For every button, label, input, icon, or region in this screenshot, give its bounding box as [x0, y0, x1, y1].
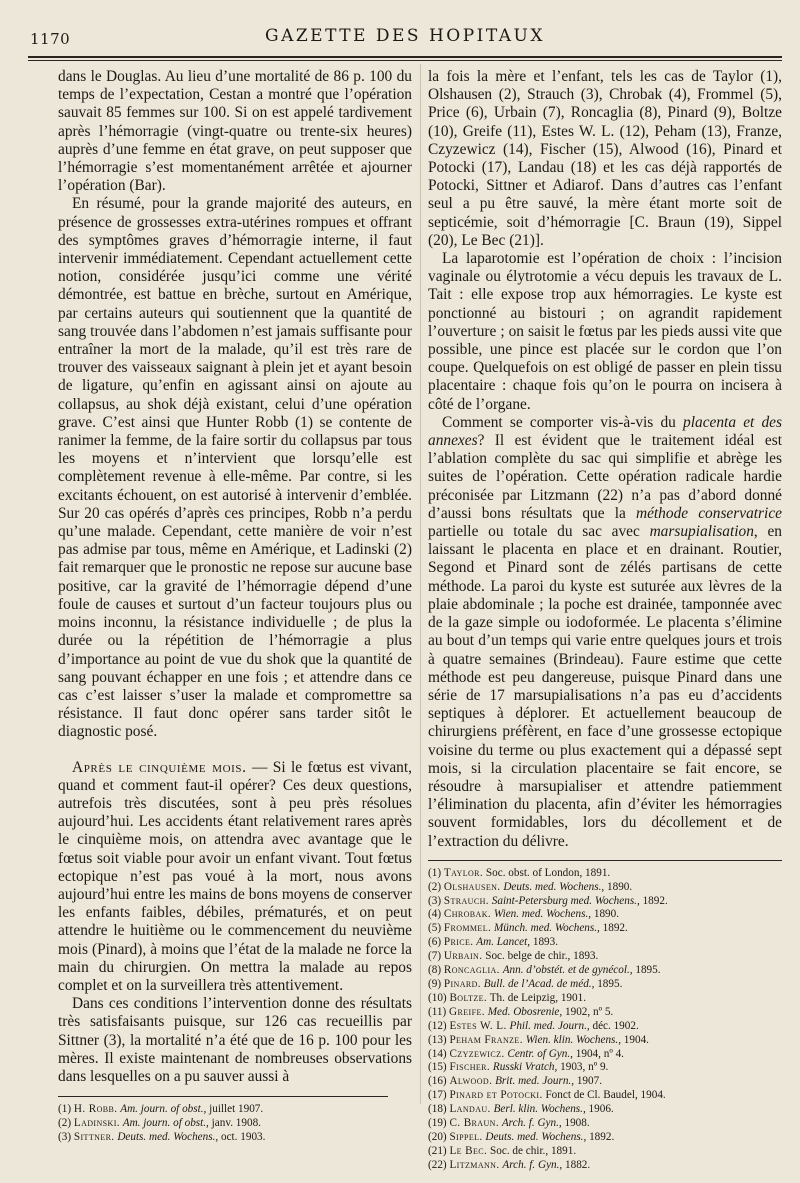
- footnote-author: Peham Franze.: [449, 1033, 523, 1046]
- section-heading: Après le cinquième mois.: [72, 758, 247, 776]
- body-paragraph: dans le Douglas. Au lieu d’une mortalité de 86 p. 100 du temps de l’expectation, Cestan a montré que l’opération sauvait 85 femmes sur 100. Si on est appelé tardivement après l’hémorragie (vingt-quatre ou trente-six heures) auprès d’une femme en état grave, on peut supposer que l’hémorragie s’est momentanément arrêtée et ajourner l’opération (Bar).: [58, 68, 412, 195]
- footnote-source: Arch. f. Gyn.,: [501, 1117, 562, 1130]
- footnote-source: Ann. d’obstét. et de gynécol.,: [502, 964, 633, 977]
- footnote-rest: 1904.: [621, 1033, 649, 1046]
- footnote-number: (1): [58, 1103, 72, 1116]
- footnote-rule: [428, 860, 782, 861]
- footnote: [428, 950, 782, 964]
- column-divider: [420, 64, 421, 1104]
- footnote-author: Taylor.: [443, 866, 484, 879]
- footnote-number: (13): [428, 1033, 447, 1046]
- footnote-author: Ladinski.: [73, 1117, 120, 1130]
- footnote-number: (3): [58, 1130, 72, 1143]
- footnote-number: (20): [428, 1130, 447, 1143]
- footnote-number: (7): [428, 950, 442, 963]
- footnote-source: Russki Vratch,: [492, 1061, 558, 1074]
- footnote: [58, 1117, 412, 1131]
- journal-title: GAZETTE DES HOPITAUX: [264, 26, 545, 46]
- footnote-number: (15): [428, 1061, 447, 1074]
- footnote: [428, 1075, 782, 1089]
- footnote-author: Frommel.: [443, 922, 492, 935]
- footnote-author: Chrobak.: [443, 908, 492, 921]
- footnote-author: Estes W. L.: [449, 1019, 507, 1032]
- text-run: partielle ou totale du sac avec: [428, 523, 650, 541]
- footnote: [428, 1103, 782, 1117]
- footnote: [428, 1006, 782, 1020]
- footnote-rest: Fonct de Cl. Baudel, 1904.: [545, 1089, 666, 1102]
- footnote: [428, 1048, 782, 1062]
- footnote-rest: 1882.: [562, 1158, 591, 1171]
- footnote: [428, 1089, 782, 1103]
- footnote-author: Fischer.: [449, 1061, 491, 1074]
- footnote-author: Roncaglia.: [443, 964, 500, 977]
- page-header: [28, 22, 782, 50]
- footnote-number: (8): [428, 964, 442, 977]
- footnote-author: Price.: [443, 936, 474, 949]
- footnote-source: Am. Lancet,: [476, 936, 531, 949]
- section-paragraph: [58, 759, 412, 996]
- footnote: [428, 1117, 782, 1131]
- footnote-source: Arch. f. Gyn.,: [502, 1158, 563, 1171]
- footnote-rest: Soc. de chir., 1891.: [490, 1144, 577, 1157]
- footnote: [428, 895, 782, 909]
- footnote: [428, 1145, 782, 1159]
- footnote: [428, 978, 782, 992]
- footnote-author: Sippel.: [449, 1130, 483, 1143]
- footnote-rest: janv. 1908.: [208, 1117, 261, 1130]
- footnote-rest: 1903, nº 9.: [557, 1061, 609, 1074]
- footnote-source: Bull. de l’Acad. de méd.,: [483, 977, 595, 990]
- footnote-rest: déc. 1902.: [589, 1019, 639, 1032]
- footnote-rest: 1906.: [585, 1103, 614, 1116]
- footnote-number: (19): [428, 1117, 447, 1130]
- footnote-rest: 1895.: [594, 977, 623, 990]
- footnote-author: Olshausen.: [443, 880, 501, 893]
- footnote-author: Boltze.: [449, 991, 488, 1004]
- footnote-source: Wien. klin. Wochens.,: [525, 1033, 621, 1046]
- footnote-author: Pinard et Potocki.: [449, 1089, 543, 1102]
- body-paragraph: [428, 414, 782, 851]
- footnote-source: Am. journ. of obst.,: [120, 1103, 207, 1116]
- footnote-number: (21): [428, 1144, 447, 1157]
- footnote-number: (11): [428, 1005, 447, 1018]
- footnote-source: Brit. med. Journ.,: [495, 1075, 575, 1088]
- left-column: [58, 68, 412, 1145]
- footnote-source: Saint-Petersburg med. Wochens.,: [491, 894, 640, 907]
- footnote: [428, 922, 782, 936]
- footnotes-left: [58, 1103, 412, 1145]
- footnote-rest: 1893.: [530, 936, 559, 949]
- footnote-number: (2): [58, 1117, 72, 1130]
- footnote-number: (4): [428, 908, 442, 921]
- text-run: , en laissant le placenta en place et en drainant. Routier, Segond et Pinard sont de zélés partisans de cette méthode. La paroi du kyste est suturée aux lèvres de la plaie abdominale ; la poche est drainée, tamponnée avec de la gaze simple ou iodoformée. Le placenta s’élimine au bout d’un temps qui varie entre quelques jours et trois à quatre semaines (Brindeau). Faure estime que cette méthode est peu dangereuse, puisque Pinard dans une série de 17 marsupialisations n’a pas eu d’accidents septiques à déplorer. Et actuellement beaucoup de chirurgiens préfèrent, en face d’une grossesse ectopique voisine du terme ou plus exactement qui a dépassé sept mois, si la circulation placentaire se fait encore, se résoudre à marsupialiser et attendre patiemment l’élimination du placenta, afin d’éviter les hémorragies souvent formidables, lors du décollement et de l’extraction du délivre.: [428, 523, 783, 850]
- footnote-author: Litzmann.: [449, 1158, 500, 1171]
- body-paragraph: En résumé, pour la grande majorité des auteurs, en présence de grossesses extra-utérines rompues et offrant des symptômes graves d’hémorragie interne, il faut intervenir immédiatement. Cependant actuellement cette notion, considérée jusqu’ici comme une vérité démontrée, est battue en brèche, surtout en Amérique, par certains auteurs qui soutiennent que la quantité de sang trouvée dans l’abdomen n’est jamais suffisante pour entraîner la mort de la malade, qu’il est très rare de trouver des vaisseaux saignant à plein jet et ayant besoin de ligature, qu’enfin en agissant ainsi on ajoute au collapsus, au shok déjà existant, celui d’une opération grave. C’est ainsi que Hunter Robb (1) se contente de ranimer la femme, de la faire sortir du collapsus par tous les moyens et n’intervient que lorsqu’elle est complètement revenue à elle-même. Par contre, si les excitants échouent, on est autorisé à intervenir d’emblée. Sur 20 cas opérés d’après ces principes, Robb n’a perdu qu’une malade. Cependant, cette manière de voir n’est pas admise par tous, même en Amérique, et Ladinski (2) fait remarquer que le pronostic ne repose sur aucune base positive, car la gravité de l’hémorragie dépend d’une foule de causes et surtout d’un facteur toujours plus ou moins inconnu, la résistance individuelle ; de plus la durée ou la répétition de l’hémorragie a plus d’importance au point de vue du shok que la quantité de sang pouvant échapper en une fois ; et attendre dans ce cas c’est laisser s’user la malade et compromettre sa résistance. Il faut donc opérer sans tarder sitôt le diagnostic posé.: [58, 195, 412, 741]
- footnote: [428, 1131, 782, 1145]
- footnote-number: (22): [428, 1158, 447, 1171]
- footnote-rest: 1892.: [639, 894, 668, 907]
- footnote-author: Greife.: [449, 1005, 485, 1018]
- footnote-number: (2): [428, 880, 442, 893]
- footnote-source: Am. journ. of obst.,: [122, 1117, 209, 1130]
- footnote-author: Sittner.: [73, 1130, 115, 1143]
- right-column: [428, 68, 782, 1173]
- header-rule-thin: [28, 60, 782, 61]
- footnote-rest: 1892.: [599, 922, 628, 935]
- footnote: [428, 936, 782, 950]
- section-text: Si le fœtus est vivant, quand et comment faut-il opérer? Ces deux questions, autrefois très discutées, sont à peu près résolues aujourd’hui. Les accidents étant relativement rares après le cinquième mois, on attendra avec avantage que le fœtus soit viable pour avoir un enfant vivant. Tout fœtus ectopique n’est pas voué à la mort, nous avons aujourd’hui entre les mains de bons moyens de conserver les enfants faibles, débiles, prématurés, et on peut attendre le huitième ou le commencement du neuvième mois (Pinard), à moins que l’état de la malade ne force la main du chirurgien. On mettra la malade au repos complet et on la surveillera très attentivement.: [58, 758, 412, 994]
- body-paragraph: Dans ces conditions l’intervention donne des résultats très satisfaisants puisque, sur 126 cas recueillis par Sittner (3), la mortalité n’a été que de 16 p. 100 pour les mères. Il existe maintenant de nombreuses observations dans lesquelles on a pu sauver aussi à: [58, 995, 412, 1085]
- footnote-rule: [58, 1096, 388, 1097]
- footnote-number: (6): [428, 936, 442, 949]
- footnote: [428, 881, 782, 895]
- page-number: 1170: [30, 30, 71, 48]
- footnote-number: (14): [428, 1047, 447, 1060]
- body-paragraph: la fois la mère et l’enfant, tels les cas de Taylor (1), Olshausen (2), Strauch (3), Chrobak (4), Frommel (5), Price (6), Urbain (7), Roncaglia (8), Pinard (9), Boltze (10), Greife (11), Estes W. L. (12), Peham (13), Franze, Czyzewicz (14), Fischer (15), Alwood (16), Pinard et Potocki (17), Landau (18) et les cas déjà rapportés de Potocki, Sittner et Adiarof. Dans d’autres cas l’enfant seul a pu être sauvé, la mère étant morte soit de septicémie, soit d’hémorragie [C. Braun (19), Sippel (20), Le Bec (21)].: [428, 68, 782, 249]
- footnote-number: (18): [428, 1103, 447, 1116]
- footnote-number: (1): [428, 866, 442, 879]
- footnote: [428, 908, 782, 922]
- footnote-rest: juillet 1907.: [206, 1103, 264, 1116]
- footnote-source: Münch. med. Wochens.,: [493, 922, 600, 935]
- footnote-source: Deuts. med. Wochens.,: [485, 1130, 587, 1143]
- footnote: [428, 992, 782, 1006]
- footnote-source: Berl. klin. Wochens.,: [493, 1103, 586, 1116]
- footnote-rest: 1908.: [561, 1117, 590, 1130]
- footnote: [58, 1103, 412, 1117]
- footnote-author: Landau.: [449, 1103, 491, 1116]
- footnote-rest: 1890.: [591, 908, 620, 921]
- footnote: [58, 1131, 412, 1145]
- footnote-number: (10): [428, 991, 447, 1004]
- footnote-rest: 1904, nº 4.: [572, 1047, 624, 1060]
- footnote-rest: 1902, nº 5.: [562, 1005, 614, 1018]
- footnote-number: (17): [428, 1089, 447, 1102]
- footnote-number: (12): [428, 1019, 447, 1032]
- footnote-author: Strauch.: [443, 894, 489, 907]
- body-paragraph: La laparotomie est l’opération de choix : l’incision vaginale ou élytrotomie a vécu depuis les travaux de L. Tait : elle expose trop aux hémorragies. Le kyste est ponctionné au bistouri ; on agrandit rapidement l’ouverture ; on saisit le fœtus par les pieds aussi vite que possible, une pince est placée sur le cordon que l’on coupe. Quelquefois on est obligé de passer en plein tissu placentaire : chaque fois qu’on le pourra on incisera à côté de l’organe.: [428, 250, 782, 413]
- footnote-author: Pinard.: [443, 977, 481, 990]
- section-dash: —: [246, 758, 273, 776]
- footnote-source: Centr. of Gyn.,: [507, 1047, 573, 1060]
- footnote: [428, 1159, 782, 1173]
- footnote-author: H. Robb.: [73, 1103, 118, 1116]
- footnote-source: Phil. med. Journ.,: [509, 1019, 590, 1032]
- text-run: ? Il est évident que le traitement idéal est l’ablation complète du sac qui simplifie et abrège les suites de l’opération. Cette opération radicale hardie préconisée par Litzmann (22) n’a pas d’abord donné d’aussi bons résultats que la: [428, 432, 782, 522]
- footnote-source: Deuts. med. Wochens.,: [503, 880, 605, 893]
- footnote: [428, 1034, 782, 1048]
- footnote-rest: Soc. belge de chir., 1893.: [485, 950, 599, 963]
- italic-run: marsupialisation: [649, 523, 754, 541]
- footnote-number: (3): [428, 894, 442, 907]
- footnote-source: Med. Obosrenie,: [487, 1005, 563, 1018]
- footnote-rest: oct. 1903.: [218, 1130, 266, 1143]
- footnote-rest: 1895.: [632, 964, 661, 977]
- footnotes-right: [428, 867, 782, 1173]
- footnote-rest: 1890.: [604, 880, 633, 893]
- footnote-author: Alwood.: [449, 1075, 493, 1088]
- footnote: [428, 1020, 782, 1034]
- footnote-rest: Soc. obst. of London, 1891.: [485, 866, 611, 879]
- text-run: Comment se comporter vis-à-vis du: [442, 413, 684, 431]
- footnote-author: Urbain.: [443, 950, 483, 963]
- footnote: [428, 867, 782, 881]
- italic-run: placenta et des annexes: [428, 413, 782, 450]
- footnote: [428, 964, 782, 978]
- footnote-number: (5): [428, 922, 442, 935]
- footnote-source: Deuts. med. Wochens.,: [117, 1130, 219, 1143]
- footnote-rest: 1892.: [586, 1130, 615, 1143]
- footnote-source: Wien. med. Wochens.,: [493, 908, 592, 921]
- footnote-number: (16): [428, 1075, 447, 1088]
- footnote-rest: Th. de Leipzig, 1901.: [489, 991, 587, 1004]
- italic-run: méthode conservatrice: [635, 504, 782, 522]
- footnote-number: (9): [428, 977, 442, 990]
- footnote-author: Le Bec.: [449, 1144, 488, 1157]
- footnote-author: C. Braun.: [449, 1117, 500, 1130]
- header-rule: [28, 56, 782, 58]
- footnote-author: Czyzewicz.: [449, 1047, 505, 1060]
- footnote: [428, 1061, 782, 1075]
- footnote-rest: 1907.: [574, 1075, 602, 1088]
